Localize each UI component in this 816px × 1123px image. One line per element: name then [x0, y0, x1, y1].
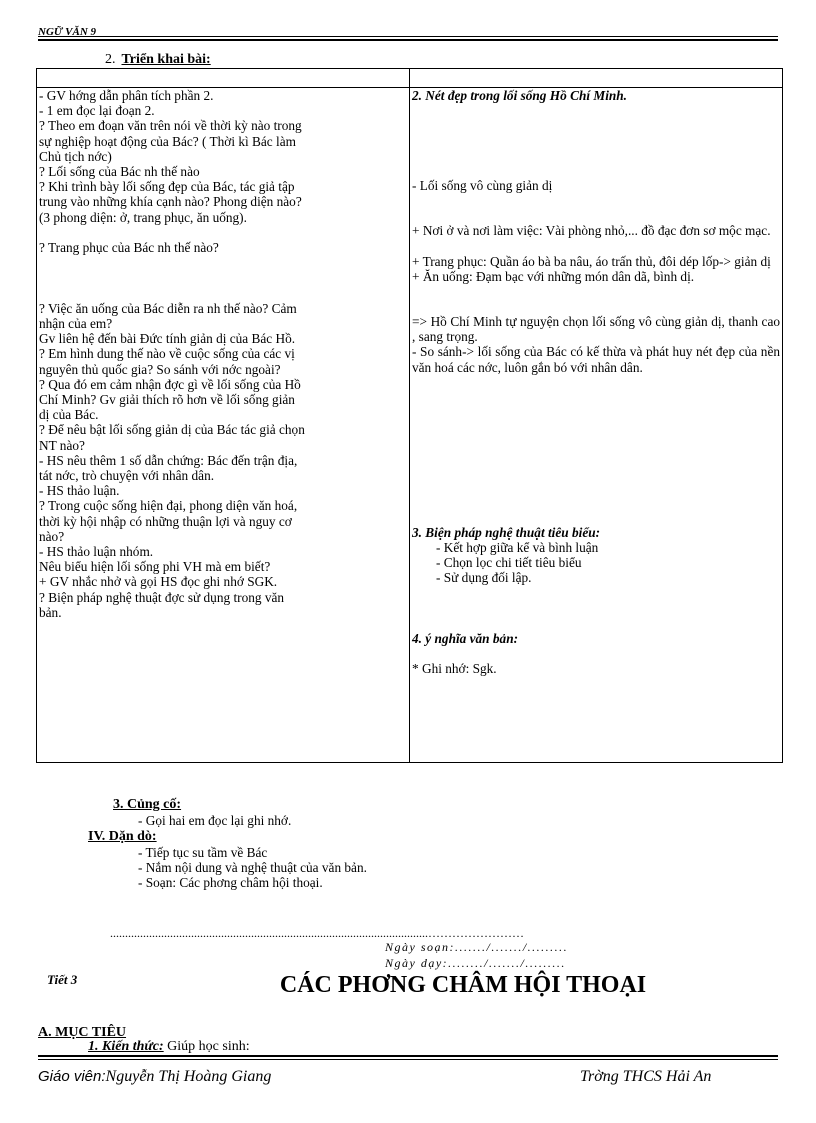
footer-rule-thin	[38, 1059, 778, 1060]
art-technique-item-3: - Sử dụng đối lập.	[436, 570, 532, 586]
teacher-activity-line: - HS thảo luận nhóm.	[39, 544, 154, 560]
teacher-activity-line: Chủ tịch nớc)	[39, 148, 112, 164]
teacher-activity-line: Chí Minh? Gv giải thích rõ hơn về lối sống giản	[39, 392, 295, 407]
consolidation-item: - Gọi hai em đọc lại ghi nhớ.	[138, 813, 292, 828]
table-header-cell-left	[37, 69, 410, 88]
teacher-activity-line: ? Lối sống của Bác nh thế nào	[39, 164, 200, 180]
art-technique-item-2: - Chọn lọc chi tiết tiêu biểu	[436, 555, 582, 571]
teacher-activity-line: ? Việc ăn uống của Bác diễn ra nh thế nào? Cảm	[39, 300, 297, 316]
prep-date: Ngày soạn:......./......./.........	[385, 940, 569, 954]
objectives-heading: A. MỤC TIÊU	[38, 1025, 127, 1040]
section-2-content-title: 2. Nét đẹp trong lối sống Hồ Chí Minh.	[412, 88, 628, 103]
section-4-content-title: 4. ý nghĩa văn bản:	[412, 630, 519, 646]
teacher-activity-line: ? Trang phục của Bác nh thế nào?	[39, 240, 219, 256]
lesson-period: Tiết 3	[47, 972, 78, 987]
knowledge-label: 1. Kiến thức:	[88, 1039, 164, 1054]
homework-item-2: - Nắm nội dung và nghệ thuật của văn bản.	[138, 860, 367, 875]
teacher-activity-line: trung vào những khía cạnh nào? Phong diện nào?	[39, 194, 302, 210]
teacher-activity-line: Gv liên hệ đến bài Đức tính giản dị của Bác Hồ.	[39, 331, 296, 347]
header-rule-thick	[38, 39, 778, 41]
living-place-point: + Nơi ở và nơi làm việc: Vài phòng nhỏ,... đồ đạc đơn sơ mộc mạc.	[412, 223, 771, 239]
teacher-activity-line: - HS thảo luận.	[39, 483, 120, 499]
knowledge-line	[88, 1039, 250, 1055]
eating-point: + Ăn uống: Đạm bạc với những món dân dã, bình dị.	[412, 268, 695, 284]
teacher-activity-line: (3 phong diện: ở, trang phục, ăn uống).	[39, 209, 247, 225]
teacher-activity-line: ? Qua đó em cảm nhận đợc gì về lối sống của Hồ	[39, 376, 301, 392]
art-technique-item-1: - Kết hợp giữa kể và bình luận	[436, 540, 599, 556]
teacher-activity-line	[39, 255, 407, 270]
content-cell	[410, 88, 783, 763]
separator-dots: ..........................................................................................................……………………	[110, 926, 524, 940]
header-rule-thin	[38, 36, 778, 37]
section-2-title: Triển khai bài:	[121, 52, 211, 67]
teacher-activity-line: Nêu biểu hiện lối sống phi VH mà em biết?	[39, 559, 271, 575]
teacher-activity-line	[39, 270, 407, 285]
lesson-title-wrap	[0, 972, 816, 999]
teacher-activity-line: ? Để nêu bật lối sống giản dị của Bác tác giả chọn	[39, 422, 305, 438]
lesson-table	[36, 68, 783, 763]
teacher-name: Nguyễn Thị Hoàng Giang	[105, 1068, 272, 1085]
conclusion-point: => Hồ Chí Minh tự nguyện chọn lối sống vô cùng giản dị, thanh cao , sang trọng.	[412, 314, 780, 345]
lifestyle-summary: - Lối sống vô cùng giản dị	[412, 178, 553, 194]
table-header-row	[37, 69, 783, 88]
knowledge-text: Giúp học sinh:	[163, 1039, 250, 1054]
teacher-activity-line: ? Em hình dung thế nào về cuộc sống của các vị	[39, 346, 295, 362]
teach-date: Ngày dạy:......../......./.........	[385, 956, 566, 970]
teacher-activity-line: ? Trong cuộc sống hiện đại, phong diện văn hoá,	[39, 498, 298, 514]
school-name: Trờng THCS Hải An	[580, 1068, 712, 1085]
teacher-activity-line: NT nào?	[39, 437, 85, 453]
teacher-activity-line	[39, 286, 407, 301]
teacher-activity-line: ? Theo em đoạn văn trên nói về thời kỳ nào trong	[39, 118, 302, 134]
page-header-subject: NGỮ VĂN 9	[38, 26, 97, 38]
homework-item-1: - Tiếp tục su tầm về Bác	[138, 845, 268, 860]
teacher-activity-line: - 1 em đọc lại đoạn 2.	[39, 103, 155, 119]
teacher-activities-cell	[37, 88, 410, 763]
teacher-activity-line: + GV nhắc nhở và gọi HS đọc ghi nhớ SGK.	[39, 574, 278, 590]
homework-item-3: - Soạn: Các phơng châm hội thoại.	[138, 875, 323, 890]
clothing-point: + Trang phục: Quần áo bà ba nâu, áo trấn thủ, đôi dép lốp-> giản dị	[412, 253, 771, 269]
teacher-line	[38, 1068, 271, 1086]
teacher-activity-line: nào?	[39, 528, 65, 544]
comparison-point: - So sánh-> lối sống của Bác có kế thừa và phát huy nét đẹp của nền văn hoá các nớc, luôn gắn bó với nhân dân.	[412, 344, 780, 375]
teacher-activity-line: thời kỳ hội nhập có những thuận lợi và nguy cơ	[39, 513, 292, 529]
lesson-title: CÁC PHƠNG CHÂM HỘI THOẠI	[279, 972, 647, 998]
table-body-row	[37, 88, 783, 763]
teacher-activity-line: nguyên thủ quốc gia? So sánh với nớc ngoài?	[39, 361, 281, 377]
teacher-activity-line: tát nớc, trò chuyện với nhân dân.	[39, 468, 215, 484]
teacher-activity-line: dị của Bác.	[39, 407, 99, 423]
consolidation-label: 3. Củng cố:	[113, 797, 182, 812]
teacher-activity-line: ? Khi trình bày lối sống đẹp của Bác, tác giả tập	[39, 179, 295, 195]
teacher-activity-line	[39, 225, 407, 240]
table-header-cell-right	[410, 69, 783, 88]
teacher-label: Giáo viên:	[38, 1068, 106, 1085]
teacher-activity-line: nhận của em?	[39, 315, 113, 331]
homework-label: IV. Dặn dò:	[88, 829, 157, 844]
section-2-heading	[105, 52, 211, 68]
section-2-number: 2.	[105, 52, 116, 67]
memory-note: * Ghi nhớ: Sgk.	[412, 660, 497, 676]
section-3-content-title: 3. Biện pháp nghệ thuật tiêu biểu:	[412, 524, 601, 540]
footer-rule-thick	[38, 1055, 778, 1057]
teacher-activity-line: bản.	[39, 604, 62, 620]
teacher-activity-line: - HS nêu thêm 1 số dẫn chứng: Bác đến trận địa,	[39, 452, 298, 468]
teacher-activity-line: - GV hớng dẫn phân tích phần 2.	[39, 88, 214, 103]
teacher-activity-line: sự nghiệp hoạt động của Bác? ( Thời kì Bác làm	[39, 133, 296, 149]
teacher-activity-line: ? Biện pháp nghệ thuật đợc sử dụng trong văn	[39, 589, 285, 605]
